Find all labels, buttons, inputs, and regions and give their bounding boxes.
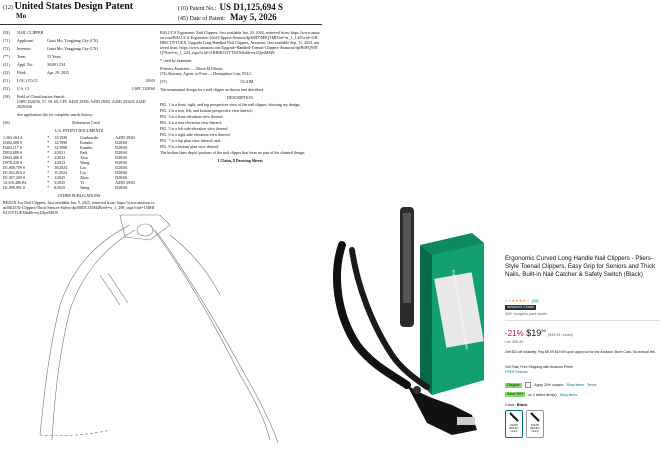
broken-line	[40, 430, 110, 436]
description-heading: DESCRIPTION	[226, 95, 253, 100]
rating-value: 4.4 ★★★★☆	[505, 298, 530, 303]
patent-header-left	[3, 3, 133, 20]
color-value: Black	[516, 402, 528, 407]
cited-note: * cited by examiner	[160, 58, 192, 63]
amazons-choice-badge: Amazon's Choice	[507, 305, 535, 309]
field-52: (52) U.S. Cl. USPC D28/60	[3, 86, 155, 91]
claim-text: The ornamental design for a nail clipper as shown and described.	[160, 87, 265, 92]
rating-count[interactable]: (28)	[531, 298, 539, 303]
clipper-handle-upper-line2	[52, 230, 135, 440]
product-title[interactable]: Ergonomic Curved Long Handle Nail Clippers - Pliers-Style Toenail Clippers, Easy Grip for Seniors and Thick Nails, Built-in Nail Catcher & Safety Switch (Black)	[505, 255, 656, 278]
patent-date-label: (45) Date of Patent:	[178, 16, 226, 22]
color-selector	[505, 402, 527, 407]
description-item: The broken lines depict portions of the nail clipper that form no part of the claimed design.	[160, 150, 306, 155]
reference-row: D403,117 S * 12/1998 Kaneko D28/60	[3, 145, 128, 150]
description-item: FIG. 2 is a rear, left, and bottom perspective view thereof;	[160, 108, 253, 113]
description-item: FIG. 3 is a front elevation view thereof;	[160, 114, 224, 119]
claims-sheets: 1 Claim, 8 Drawing Sheets	[217, 158, 263, 163]
coupon-checkbox[interactable]	[525, 382, 531, 388]
field-54: (54) NAIL CLIPPER	[3, 30, 155, 35]
patent-drawing	[0, 185, 322, 450]
unit-price: ($19.99 / count)	[548, 333, 573, 337]
other-pubs-heading: OTHER PUBLICATIONS	[57, 193, 101, 198]
coupon-text[interactable]: Apply 20% coupon	[534, 383, 564, 387]
product-image	[322, 195, 502, 450]
field-54-label: NAIL CLIPPER	[17, 30, 44, 35]
patent-no-label: (10) Patent No.:	[178, 6, 217, 12]
coupon-terms[interactable]: Terms	[586, 383, 597, 387]
description-item: FIG. 7 is a top plan view thereof; and,	[160, 138, 221, 143]
color-swatches	[505, 410, 544, 438]
description-list	[160, 102, 320, 155]
field-22: (22) Filed: Apr. 29, 2025	[3, 70, 69, 75]
patent-doc-title: United States Design Patent	[14, 1, 134, 12]
patent-column-right	[160, 30, 320, 163]
reference-row: D943,486 S * 2/2022 Xiao D28/60	[3, 155, 128, 160]
field-71: (71) Applicant: Guizi Mo, Yongjiang City (CN)	[3, 38, 98, 43]
prime-shipping[interactable]: Get Fast, Free Shipping with Amazon Prime	[505, 365, 574, 369]
patent-date: May 5, 2026	[229, 12, 277, 22]
store-card-offer[interactable]: Get $10 off instantly: Pay $9.99 $19.99 upon approval for the Amazon Store Card. No annual fee.	[505, 350, 656, 354]
reference-row: D1,090,991 S * 8/2025 Wang D28/60	[3, 185, 128, 190]
price-cents: 99	[541, 328, 546, 333]
field-58: (58) Field of Classification Search USPC D28/56, 57, 58, 60; CPC A45D 29/00; A45D 29/02; A45D 29/023; A45D 2029/026	[3, 94, 146, 109]
grip-line	[100, 273, 128, 305]
description-item: FIG. 4 is a rear elevation view thereof;	[160, 120, 222, 125]
reference-row: D402,408 S * 12/1998 Kaneko D28/60	[3, 140, 128, 145]
attorney: (74) Attorney, Agent, or Firm — Hemisphere Law, PLLC	[160, 71, 253, 76]
doc-kind-code: (12)	[3, 5, 13, 11]
clipper-pivot	[137, 224, 153, 236]
color-label: Color:	[505, 402, 516, 407]
save-text: on 2 select item(s)	[527, 392, 557, 397]
discount-percent: -21%	[505, 329, 524, 338]
field-51: (51) LOC (15) Cl. 28-03	[3, 78, 155, 83]
description-item: FIG. 6 is a right side elevation view thereof;	[160, 132, 231, 137]
field-term: (**) Term: 15 Years	[3, 54, 61, 59]
coupon-tag: Coupon:	[507, 382, 521, 387]
clipper-handle-upper-line	[40, 225, 130, 435]
col2-pubs: BALUCA Ergonomic Nail Clippers, first available Jan. 20, 2024, retrieved from: https://www.amazon.com/BALUCA-Ergonomic-Nail-Clippers-Seniors/dp/B0D7M9QTMD/ref=sr_1_144?crid=11BHIKCOYTUEX. Upgrade Long Handled Nail Clippers, Avaurose, first available Sep. 11, 2023, retrieved from: https://www.amazon.com/Upgrade-Handled-Toenail-Clippers-Avaurose/dp/B0FQN8TQ7S/ref=sr_1_244_sspa?crid=11BHIKCOYTUEX&dib=eyJ2IjoiMSJ9.	[160, 30, 320, 55]
save-shop-items[interactable]: Shop items	[559, 392, 578, 397]
references-heading: (56) References Cited	[3, 120, 100, 125]
claim-heading: (57) CLAIM	[160, 79, 254, 84]
reference-row: D1,000,709 S * 10/2023 Liu D28/60	[3, 165, 128, 170]
bought-count: 300+ bought in past month	[505, 312, 547, 316]
other-pubs-text: BEZOX 1oz Nail Clippers, first available Jan. 5, 2025, retrieved from: https://www.amazon.com/BEZOX-Clippers-Thick-Seniors-Safety/dp/B0DC135M4B/ref=sr_1_298_sspa?crid=11BHIKCOYTUEX&dib=eyJ2IjoiMSJ9	[3, 200, 155, 215]
search-history-note: See application file for complete search history.	[17, 112, 94, 117]
save-row	[505, 392, 577, 397]
reference-row: D1,057,269 S * 1/2025 Zhou D28/60	[3, 175, 128, 180]
inventor-surname: Mo	[16, 12, 27, 20]
color-swatch-1[interactable]: $19.99 ($19.99 / count)	[505, 410, 523, 438]
references-table	[3, 135, 153, 190]
color-swatch-2[interactable]: $19.99 ($19.99 / count)	[526, 410, 544, 438]
field-21: (21) Appl. No.: 30/001,534	[3, 62, 66, 67]
header-divider	[0, 24, 322, 25]
price-block	[505, 328, 573, 338]
us-docs-heading: U.S. PATENT DOCUMENTS	[54, 128, 104, 133]
description-item: FIG. 1 is a front, right, and top perspective view of the nail clipper, showing my design;	[160, 102, 301, 107]
description-item: FIG. 5 is a left side elevation view thereof;	[160, 126, 229, 131]
swatch-thumbnail-2	[529, 411, 541, 423]
rating-stars[interactable]	[505, 298, 539, 303]
reference-row: D978,438 S * 4/2023 Wang D28/60	[3, 160, 128, 165]
reference-row: D910,889 S * 2/2021 Park D28/60	[3, 150, 128, 155]
price-divider	[505, 320, 660, 321]
reference-row: D1,052,816 S * 11/2024 Liu D28/60	[3, 170, 128, 175]
free-returns[interactable]: FREE Returns	[505, 369, 528, 374]
coupon-shop-items[interactable]: Shop items	[566, 383, 584, 387]
price-dollars: $19	[526, 328, 542, 338]
reference-row: 12,310,486 B1 * 5/2025 Yi A45D 29/02	[3, 180, 136, 185]
patent-number: US D1,125,694 S	[219, 2, 284, 12]
save-tag: Save 10%	[507, 392, 523, 396]
clipper-handle-lower-line	[150, 225, 270, 440]
field-72: (72) Inventor: Guizi Mo, Yongjiang City (CN)	[3, 46, 98, 51]
examiner: Primary Examiner — Alison M Olintas	[160, 66, 223, 71]
box-label: Ergonomic Curved Long Handle Nail Clippers	[451, 269, 470, 350]
swatch-thumbnail-1	[508, 411, 520, 423]
patent-header-right	[178, 3, 283, 23]
description-item: FIG. 8 is a bottom plan view thereof.	[160, 144, 220, 149]
shipping-info	[505, 365, 661, 374]
coupon-row	[505, 382, 596, 388]
list-price: List: $25.99	[505, 340, 524, 344]
reference-row: 1,363,164 A * 12/1920 Gonkowski A45D 29/02	[3, 135, 136, 140]
